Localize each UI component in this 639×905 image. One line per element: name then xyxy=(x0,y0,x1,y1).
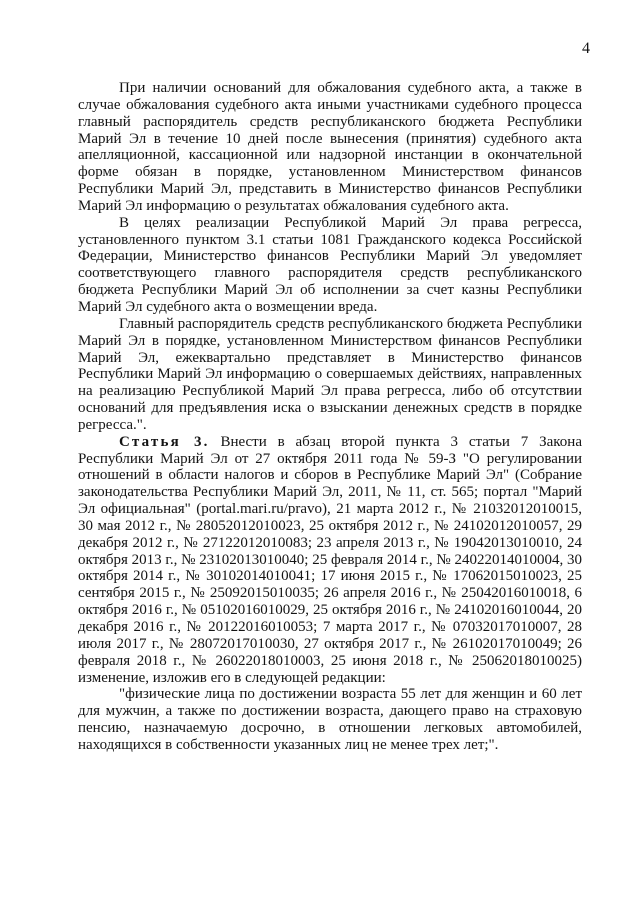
paragraph-quarterly-report: Главный распорядитель средств республиканского бюджета Республики Марий Эл в порядке, установленном Министерством финансов Республики Марий Эл, ежеквартально представляет в Министерство финансов Республики Марий Эл информацию о совершаемых действиях, направленных на реализацию Республикой Марий Эл права регресса, либо об отсутствии оснований для предъявления иска о взыскании денежных средств в порядке регресса.". xyxy=(78,315,582,433)
document-body xyxy=(78,80,582,754)
paragraph-article-3 xyxy=(78,434,582,687)
article-3-text: Внести в абзац второй пункта 3 статьи 7 Закона Республики Марий Эл от 27 октября 2011 года № 59-З "О регулировании отношений в области налогов и сборов в Республике Марий Эл" (Собрание законодательства Республики Марий Эл, 2011, № 11, ст. 565; портал "Марий Эл официальная" (portal.mari.ru/pravo), 21 марта 2012 г., № 21032012010015, 30 мая 2012 г., № 28052012010023, 25 октября 2012 г., № 24102012010057, 29 декабря 2012 г., № 27122012010083; 23 апреля 2013 г., № 19042013010010, 24 октября 2013 г., № 23102013010040; 25 февраля 2014 г., № 24022014010004, 30 октября 2014 г., № 30102014010041; 17 июня 2015 г., № 17062015010023, 25 сентября 2015 г., № 25092015010035; 26 апреля 2016 г., № 25042016010018, 6 октября 2016 г., № 05102016010029, 25 октября 2016 г., № 24102016010044, 20 декабря 2016 г., № 20122016010053; 7 марта 2017 г., № 07032017010007, 28 июля 2017 г., № 28072017010030, 27 октября 2017 г., № 26102017010049; 26 февраля 2018 г., № 26022018010003, 25 июня 2018 г., № 25062018010025) изменение, изложив его в следующей редакции: xyxy=(78,433,582,686)
article-3-heading: Статья 3. xyxy=(119,433,210,450)
page-number: 4 xyxy=(582,40,590,57)
paragraph-new-wording: "физические лица по достижении возраста 55 лет для женщин и 60 лет для мужчин, а также по достижении возраста, дающего право на страховую пенсию, назначаемую досрочно, в отношении легковых автомобилей, находящихся в собственности указанных лиц не менее трех лет;". xyxy=(78,686,582,753)
paragraph-appeal-info: При наличии оснований для обжалования судебного акта, а также в случае обжалования судебного акта иными участниками судебного процесса главный распорядитель средств республиканского бюджета Республики Марий Эл в течение 10 дней после вынесения (принятия) судебного акта апелляционной, кассационной или надзорной инстанции в окончательной форме обязан в порядке, установленном Министерством финансов Республики Марий Эл, представить в Министерство финансов Республики Марий Эл информацию о результатах обжалования судебного акта. xyxy=(78,80,582,214)
paragraph-regress-notice: В целях реализации Республикой Марий Эл права регресса, установленного пунктом 3.1 статьи 1081 Гражданского кодекса Российской Федерации, Министерство финансов Республики Марий Эл уведомляет соответствующего главного распорядителя средств республиканского бюджета Республики Марий Эл об исполнении за счет казны Республики Марий Эл судебного акта о возмещении вреда. xyxy=(78,214,582,315)
